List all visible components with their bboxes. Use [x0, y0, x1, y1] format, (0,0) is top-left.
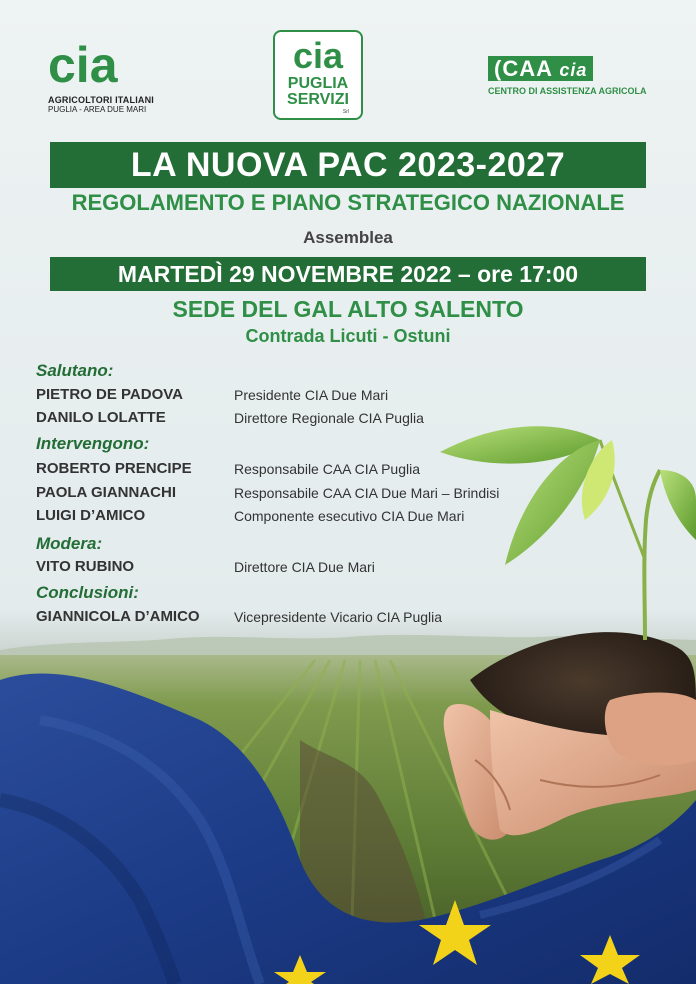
speaker-role: Direttore Regionale CIA Puglia	[234, 410, 424, 426]
puglia-servizi-line1: PUGLIA	[287, 75, 349, 92]
speaker-name: GIANNICOLA D’AMICO	[36, 608, 200, 625]
speaker-role: Presidente CIA Due Mari	[234, 387, 389, 403]
svg-text:cia: cia	[292, 35, 344, 74]
speaker-role: Responsabile CAA CIA Due Mari – Brindisi	[234, 485, 500, 501]
section-speakers: Intervengono:	[36, 434, 150, 453]
speaker-role: Componente esecutivo CIA Due Mari	[234, 508, 465, 524]
section-greetings: Salutano:	[36, 361, 114, 380]
speaker-role: Direttore CIA Due Mari	[234, 559, 375, 575]
speaker-name: VITO RUBINO	[36, 558, 135, 575]
puglia-servizi-logo	[273, 30, 363, 120]
cia-logo	[48, 38, 154, 114]
speaker-name: PIETRO DE PADOVA	[36, 386, 183, 403]
speaker-role: Vicepresidente Vicario CIA Puglia	[234, 609, 443, 625]
puglia-servizi-suffix: Srl	[342, 109, 349, 115]
speaker-name: ROBERTO PRENCIPE	[36, 460, 192, 477]
event-subtitle: REGOLAMENTO E PIANO STRATEGICO NAZIONALE	[71, 190, 625, 215]
puglia-servizi-mark	[275, 32, 361, 74]
puglia-servizi-line2: SERVIZI	[287, 91, 349, 108]
caa-logo-mark: (CAA cia	[488, 56, 593, 81]
section-moderator: Modera:	[36, 534, 103, 553]
speaker-name: LUIGI D’AMICO	[36, 507, 146, 524]
event-title: LA NUOVA PAC 2023-2027	[50, 142, 646, 188]
speaker-name: DANILO LOLATTE	[36, 409, 166, 426]
cia-logo-mark	[48, 38, 152, 92]
speaker-name: PAOLA GIANNACHI	[36, 484, 176, 501]
speaker-role: Responsabile CAA CIA Puglia	[234, 461, 420, 477]
svg-text:cia: cia	[48, 38, 118, 92]
section-conclusions: Conclusioni:	[36, 583, 139, 602]
event-address: Contrada Licuti - Ostuni	[245, 326, 451, 346]
event-date: MARTEDÌ 29 NOVEMBRE 2022 – ore 17:00	[50, 257, 646, 291]
cia-logo-line1: AGRICOLTORI ITALIANI	[48, 95, 154, 105]
event-type: Assemblea	[303, 228, 393, 247]
caa-logo-subtitle: CENTRO DI ASSISTENZA AGRICOLA	[488, 86, 647, 96]
cia-logo-line2: PUGLIA - AREA DUE MARI	[48, 105, 147, 114]
caa-logo	[488, 56, 648, 96]
event-venue: SEDE DEL GAL ALTO SALENTO	[172, 296, 524, 322]
